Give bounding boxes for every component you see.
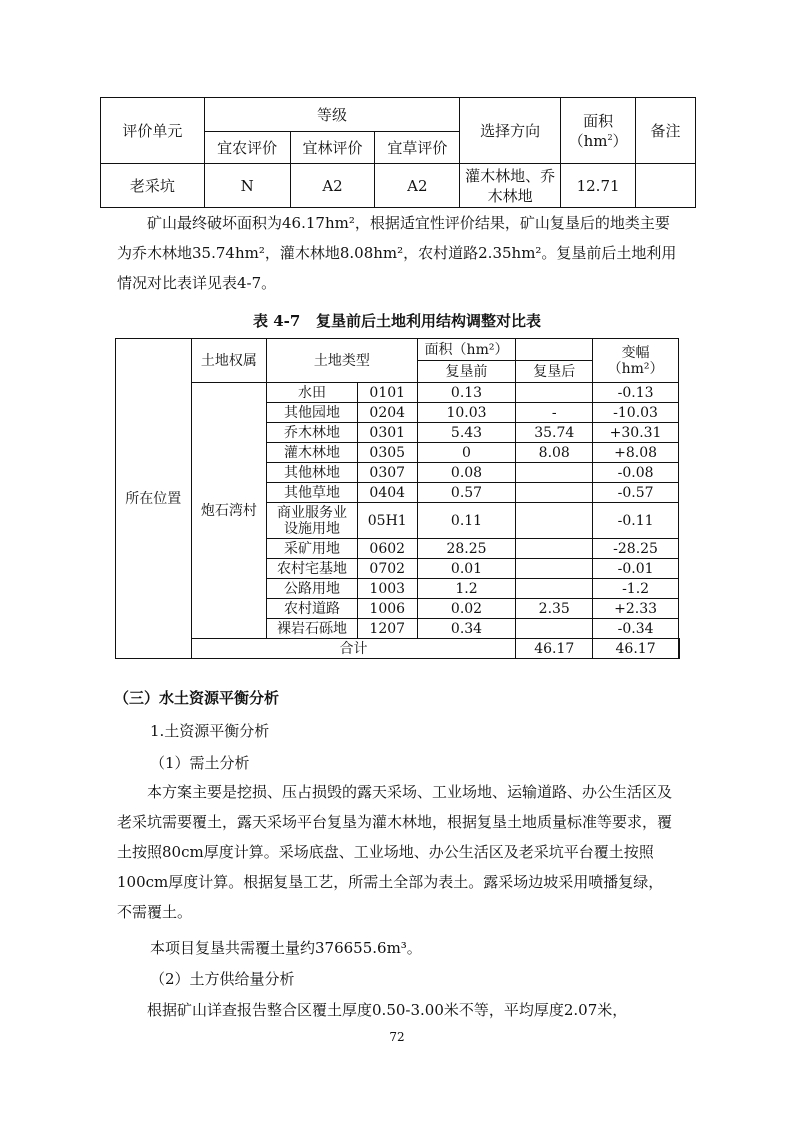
cell-change: +8.08 <box>593 443 679 463</box>
paragraph-3: 本项目复垦共需覆土量约376655.6m³。 <box>150 939 422 957</box>
cell-name: 裸岩石砾地 <box>267 619 358 639</box>
cell-change: -0.57 <box>593 483 679 503</box>
paragraph-4: 根据矿山详查报告整合区覆土厚度0.50-3.00米不等，平均厚度2.07米， <box>147 1001 628 1019</box>
header-forest: 宜林评价 <box>290 132 375 164</box>
cell-agri: N <box>204 164 290 208</box>
cell-before: 0.02 <box>417 599 516 619</box>
cell-before: 0.57 <box>417 483 516 503</box>
header-area <box>561 98 636 164</box>
cell-after: 2.35 <box>516 599 593 619</box>
header-agri: 宜农评价 <box>204 132 290 164</box>
cell-change: -28.25 <box>593 539 679 559</box>
cell-change: -0.13 <box>593 383 679 403</box>
cell-after <box>516 483 593 503</box>
cell-before: 0.01 <box>417 559 516 579</box>
cell-name: 公路用地 <box>267 579 358 599</box>
cell-code: 05H1 <box>357 503 417 539</box>
cell-name: 其他园地 <box>267 403 358 423</box>
suitability-table <box>100 97 696 208</box>
ownership-header: 土地权属 <box>191 339 267 383</box>
cell-before: 0 <box>417 443 516 463</box>
cell-change: -0.34 <box>593 619 679 639</box>
cell-after <box>516 503 593 539</box>
cell-after <box>516 539 593 559</box>
total-row <box>116 639 680 659</box>
cell-before: 0.11 <box>417 503 516 539</box>
cell-code: 0204 <box>357 403 417 423</box>
cell-change: -0.01 <box>593 559 679 579</box>
cell-change: +30.31 <box>593 423 679 443</box>
paragraph-2: 本方案主要是挖损、压占损毁的露天采场、工业场地、运输道路、办公生活区及老采坑需要覆土，露天采场平台复垦为灌木林地，根据复垦土地质量标准等要求，覆土按照80cm厚度计算。采场底盘、工业场地、办公生活区及老采坑平台覆土按照100cm厚度计算。根据复垦工艺，所需土全部为表土。露采场边坡采用喷播复绿，不需覆土。 <box>117 783 673 921</box>
cell-area: 12.71 <box>561 164 636 208</box>
land-use-table <box>115 338 680 659</box>
total-before: 46.17 <box>516 639 593 659</box>
cell-grass: A2 <box>375 164 460 208</box>
area-header-empty <box>516 339 593 361</box>
section-heading: （三）水土资源平衡分析 <box>114 689 280 707</box>
cell-name: 乔木林地 <box>267 423 358 443</box>
cell-unit: 老采坑 <box>101 164 205 208</box>
cell-name: 商业服务业设施用地 <box>267 503 358 539</box>
cell-code: 0307 <box>357 463 417 483</box>
cell-code: 1006 <box>357 599 417 619</box>
cell-before: 28.25 <box>417 539 516 559</box>
total-after: 46.17 <box>593 639 679 659</box>
header-grade: 等级 <box>204 98 459 132</box>
cell-before: 0.34 <box>417 619 516 639</box>
location-cell: 所在位置 <box>116 339 192 659</box>
cell-after: 35.74 <box>516 423 593 443</box>
paragraph-1: 矿山最终破坏面积为46.17hm²，根据适宜性评价结果，矿山复垦后的地类主要为乔木林地35.74hm²，灌木林地8.08hm²，农村道路2.35hm²。复垦前后土地利用情况对比表详见表4-7。 <box>117 214 677 292</box>
header-evaluation-unit: 评价单元 <box>101 98 205 164</box>
change-header: 变幅 （hm²） <box>593 339 679 383</box>
cell-code: 1207 <box>357 619 417 639</box>
after-header: 复垦后 <box>516 361 593 383</box>
header-note: 备注 <box>636 98 696 164</box>
total-label: 合计 <box>191 639 516 659</box>
cell-note <box>636 164 696 208</box>
cell-change: -0.08 <box>593 463 679 483</box>
village-cell: 炮石湾村 <box>191 383 267 639</box>
cell-code: 0602 <box>357 539 417 559</box>
cell-code: 0301 <box>357 423 417 443</box>
header-area-label: 面积 <box>583 111 614 130</box>
header-area-unit: $(hm^2)$ <box>568 131 628 150</box>
type-header: 土地类型 <box>267 339 417 383</box>
table-caption: 表 4-7 复垦前后土地利用结构调整对比表 <box>253 312 541 330</box>
cell-change: -10.03 <box>593 403 679 423</box>
cell-after <box>516 559 593 579</box>
cell-before: 10.03 <box>417 403 516 423</box>
cell-name: 农村宅基地 <box>267 559 358 579</box>
cell-before: 1.2 <box>417 579 516 599</box>
cell-name: 采矿用地 <box>267 539 358 559</box>
cell-code: 0305 <box>357 443 417 463</box>
before-header: 复垦前 <box>417 361 516 383</box>
cell-forest: A2 <box>290 164 375 208</box>
cell-name: 其他林地 <box>267 463 358 483</box>
cell-before: 0.13 <box>417 383 516 403</box>
cell-name: 其他草地 <box>267 483 358 503</box>
cell-after <box>516 463 593 483</box>
table-row <box>116 383 680 403</box>
header-grass: 宜草评价 <box>375 132 460 164</box>
page-number: 72 <box>389 1030 405 1044</box>
cell-after <box>516 619 593 639</box>
cell-change: -1.2 <box>593 579 679 599</box>
cell-code: 0702 <box>357 559 417 579</box>
header-direction: 选择方向 <box>460 98 561 164</box>
cell-before: 0.08 <box>417 463 516 483</box>
cell-after: 8.08 <box>516 443 593 463</box>
area-header: 面积（hm²） <box>417 339 516 361</box>
cell-code: 0404 <box>357 483 417 503</box>
cell-name: 水田 <box>267 383 358 403</box>
cell-change: +2.33 <box>593 599 679 619</box>
cell-name: 农村道路 <box>267 599 358 619</box>
cell-name: 灌木林地 <box>267 443 358 463</box>
subheading-1a: （1）需土分析 <box>150 754 250 772</box>
cell-code: 0101 <box>357 383 417 403</box>
cell-change: -0.11 <box>593 503 679 539</box>
cell-code: 1003 <box>357 579 417 599</box>
subheading-1b: （2）土方供给量分析 <box>150 970 295 988</box>
total-change <box>679 639 680 659</box>
cell-direction: 灌木林地、乔木林地 <box>460 164 561 208</box>
cell-after: - <box>516 403 593 423</box>
subheading-1: 1.土资源平衡分析 <box>150 722 270 740</box>
cell-after <box>516 383 593 403</box>
cell-after <box>516 579 593 599</box>
cell-before: 5.43 <box>417 423 516 443</box>
